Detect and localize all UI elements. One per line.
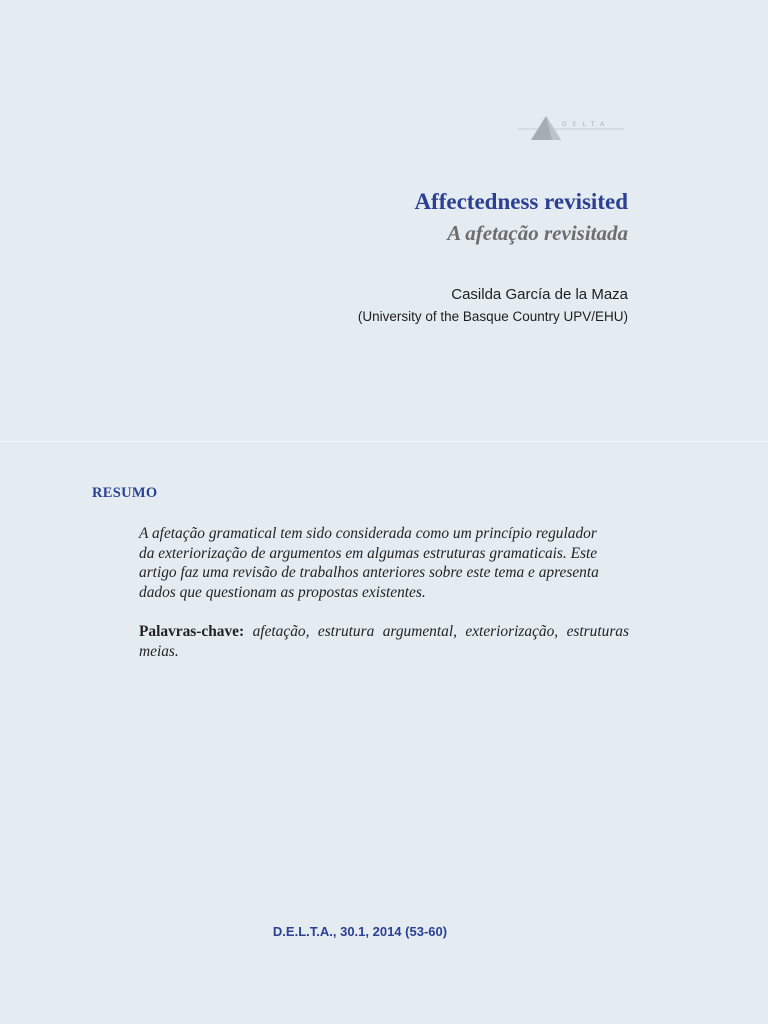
article-subtitle: A afetação revisitada — [447, 221, 628, 245]
journal-citation: D.E.L.T.A., 30.1, 2014 (53-60) — [272, 924, 448, 939]
abstract-heading: RESUMO — [92, 485, 158, 501]
abstract-text — [139, 524, 629, 603]
author-name: Casilda García de la Maza — [451, 286, 628, 303]
abstract-line: da exteriorização de argumentos em algumas estruturas gramaticais. Este — [139, 544, 598, 562]
author-affiliation: (University of the Basque Country UPV/EHU) — [357, 309, 628, 324]
keywords-label: Palavras-chave: — [139, 623, 245, 640]
journal-logo — [518, 112, 624, 142]
article-title: Affectedness revisited — [414, 189, 628, 214]
keywords — [139, 622, 629, 661]
logo-text: DELTA — [562, 121, 611, 128]
keywords-text: afetação, estrutura argumental, exteriorização, estruturas meias. — [139, 623, 629, 660]
abstract-line: A afetação gramatical tem sido considerada como um princípio regulador — [139, 525, 597, 542]
abstract-line: dados que questionam as propostas existentes. — [139, 584, 426, 602]
title-block — [414, 186, 628, 248]
author-block — [358, 284, 628, 328]
abstract-line: artigo faz uma revisão de trabalhos anteriores sobre este tema e apresenta — [139, 564, 599, 582]
section-divider — [0, 441, 768, 442]
